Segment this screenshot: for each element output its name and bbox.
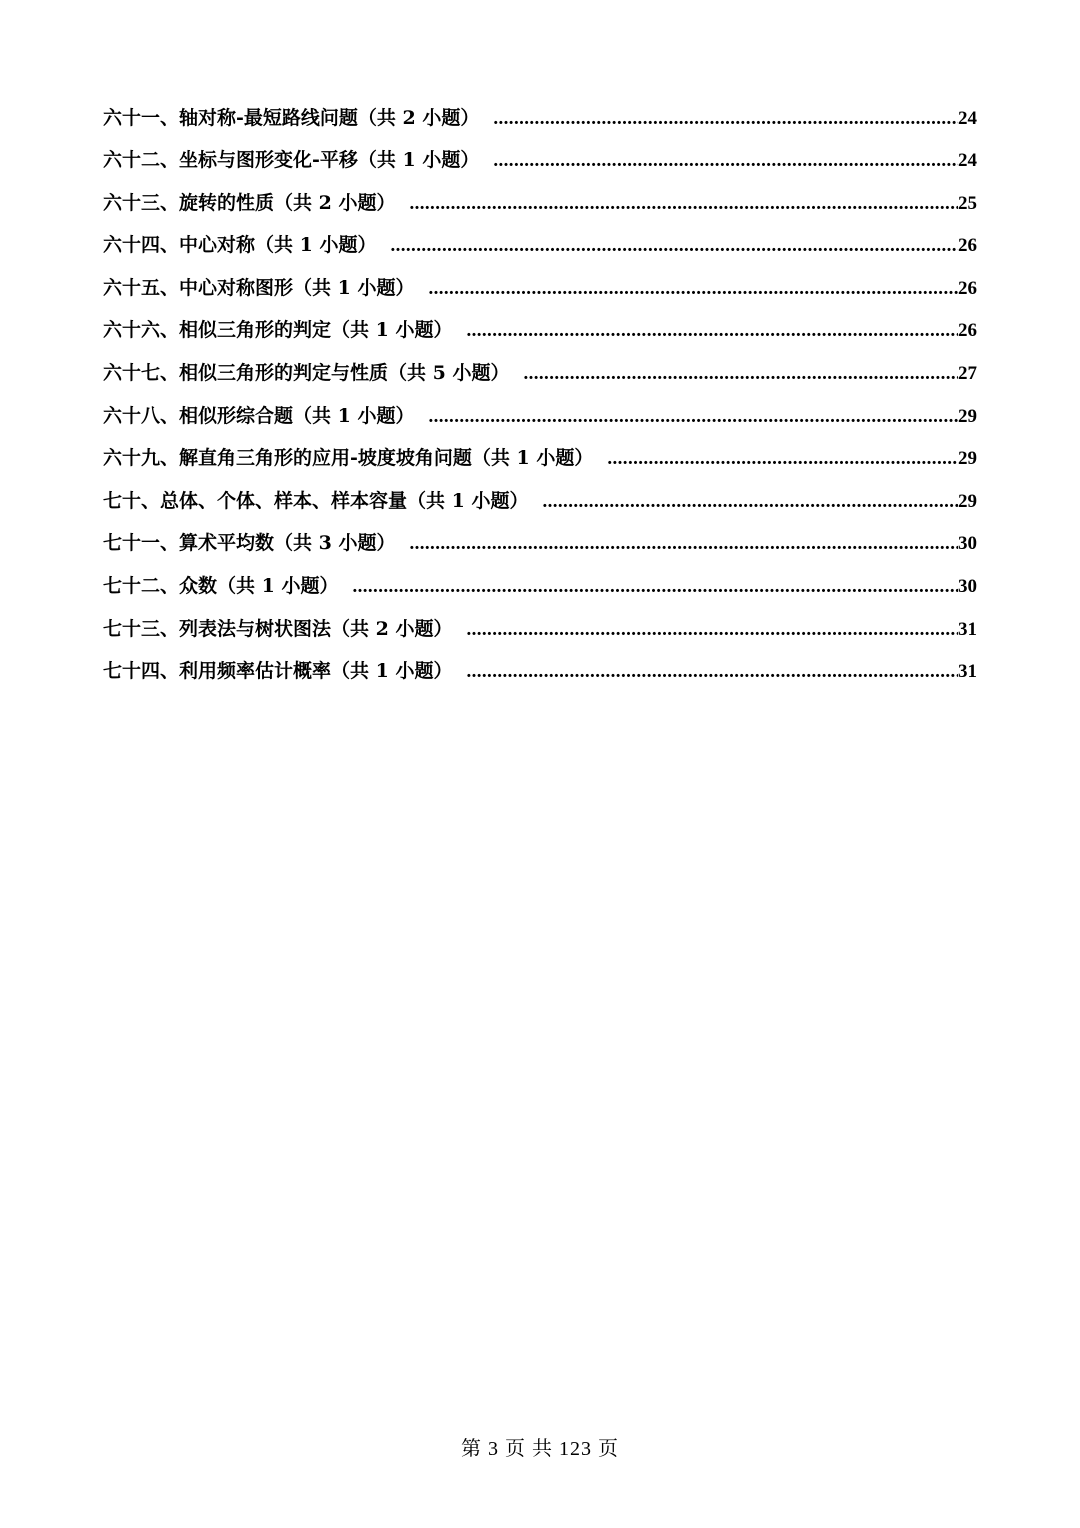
toc-entry-title: 六十七、相似三角形的判定与性质（共 5 小题） [103,361,510,384]
toc-entry-title: 七十三、列表法与树状图法（共 2 小题） [103,617,453,640]
dot-leader [466,619,958,641]
toc-entry-title: 七十二、众数（共 1 小题） [103,574,339,597]
toc-entry-title: 六十三、旋转的性质（共 2 小题） [103,191,396,214]
toc-entry-page: 26 [958,235,977,257]
toc-entry-page: 27 [958,362,977,384]
toc-entry[interactable] [103,358,977,401]
dot-leader [390,235,958,257]
table-of-contents [103,103,977,699]
dot-leader [466,320,958,342]
dot-leader [493,108,958,130]
dot-leader [352,576,958,598]
dot-leader [428,278,958,300]
toc-entry[interactable] [103,443,977,486]
dot-leader [523,363,958,385]
toc-entry[interactable] [103,230,977,273]
toc-entry[interactable] [103,273,977,316]
dot-leader [466,661,958,683]
toc-entry-page: 25 [958,192,977,214]
toc-entry-title: 六十六、相似三角形的判定（共 1 小题） [103,319,453,342]
dot-leader [493,150,958,172]
dot-leader [542,491,958,513]
page-number-label: 第 3 页 共 123 页 [461,1438,619,1460]
page-footer [0,1432,1080,1461]
toc-entry[interactable] [103,528,977,571]
toc-entry[interactable] [103,103,977,145]
toc-entry-title: 七十一、算术平均数（共 3 小题） [103,532,396,555]
dot-leader [428,406,958,428]
toc-entry-page: 26 [958,320,977,342]
toc-entry-title: 六十四、中心对称（共 1 小题） [103,234,377,257]
toc-entry-title: 六十二、坐标与图形变化-平移（共 1 小题） [103,149,480,171]
toc-entry[interactable] [103,315,977,358]
toc-entry[interactable] [103,188,977,231]
toc-entry-page: 31 [958,661,977,683]
toc-entry-title: 七十四、利用频率估计概率（共 1 小题） [103,660,453,683]
toc-entry-page: 29 [958,448,977,470]
toc-entry-page: 24 [958,150,977,171]
toc-entry-page: 24 [958,108,977,129]
toc-entry-title: 六十五、中心对称图形（共 1 小题） [103,276,415,299]
toc-entry-title: 六十八、相似形综合题（共 1 小题） [103,404,415,427]
toc-entry-page: 31 [958,618,977,640]
toc-entry[interactable] [103,656,977,699]
toc-entry[interactable] [103,145,977,188]
dot-leader [607,448,958,470]
toc-entry-page: 29 [958,490,977,512]
toc-entry-page: 29 [958,405,977,427]
dot-leader [409,193,958,215]
toc-entry-title: 六十一、轴对称-最短路线问题（共 2 小题） [103,107,480,129]
dot-leader [409,533,958,555]
toc-entry-title: 六十九、解直角三角形的应用-坡度坡角问题（共 1 小题） [103,447,594,470]
toc-entry-page: 30 [958,575,977,597]
toc-entry-page: 30 [958,533,977,555]
toc-entry-title: 七十、总体、个体、样本、样本容量（共 1 小题） [103,489,529,512]
toc-entry[interactable] [103,614,977,657]
toc-entry[interactable] [103,571,977,614]
toc-entry[interactable] [103,486,977,529]
toc-entry-page: 26 [958,277,977,299]
toc-entry[interactable] [103,401,977,444]
